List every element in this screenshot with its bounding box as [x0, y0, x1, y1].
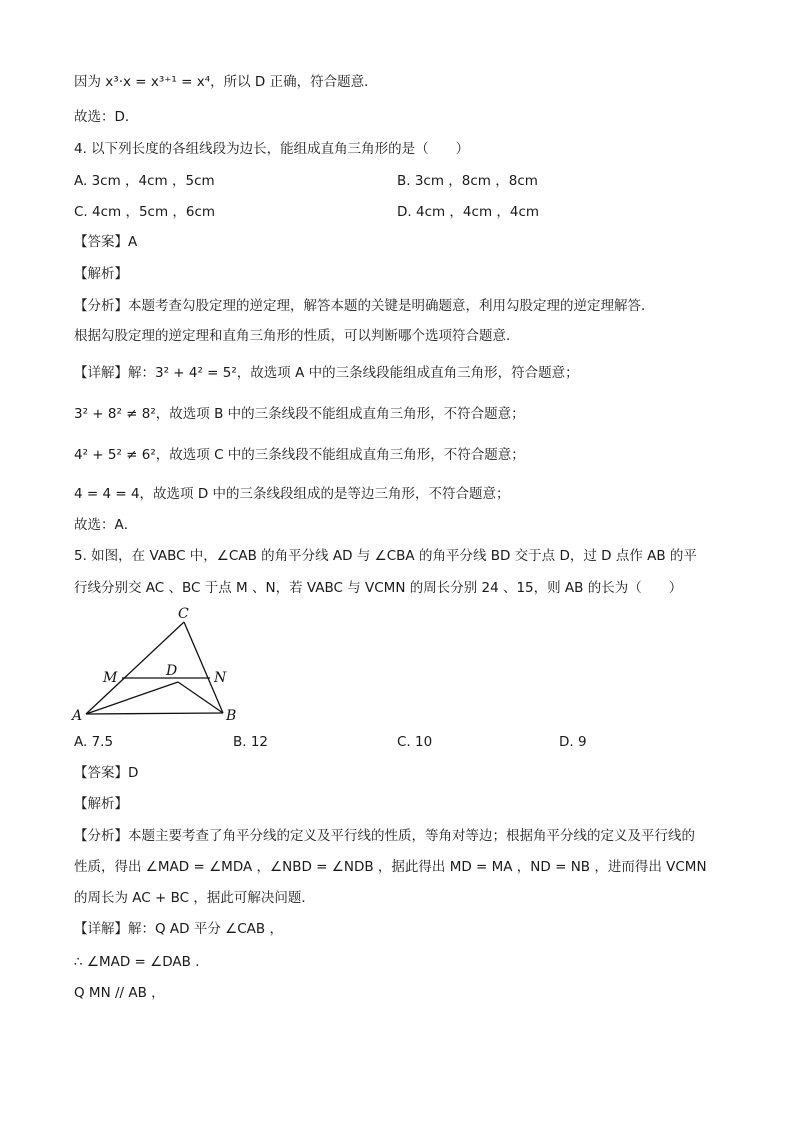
segment-ad [86, 682, 178, 714]
q5-detail-2: ∴ ∠MAD = ∠DAB ． [74, 954, 209, 970]
q4-option-b: B. 3cm ，8cm ，8cm [397, 173, 538, 189]
label-d: D [166, 663, 178, 679]
q5-analysis-head: 【解析】 [74, 796, 128, 812]
label-c: C [178, 606, 189, 622]
q5-detail-1: 【详解】解：Q AD 平分 ∠CAB ， [74, 921, 283, 937]
q4-analysis-2: 根据勾股定理的逆定理和直角三角形的性质，可以判断哪个选项符合题意． [74, 328, 520, 344]
q5-answer: 【答案】D [74, 765, 139, 781]
q5-option-b: B. 12 [233, 734, 269, 750]
q5-analysis-3: 的周长为 AC + BC ，据此可解决问题． [74, 890, 315, 906]
label-a: A [72, 708, 83, 724]
text-line-1: 因为 x³·x = x³⁺¹ = x⁴，所以 D 正确，符合题意． [74, 74, 378, 90]
q4-analysis-1: 【分析】本题考查勾股定理的逆定理，解答本题的关键是明确题意，利用勾股定理的逆定理解答． [74, 298, 655, 314]
q5-analysis-1: 【分析】本题主要考查了角平分线的定义及平行线的性质，等角对等边；根据角平分线的定义及平行线的 [74, 828, 695, 844]
q4-detail-4: 4 = 4 = 4，故选项 D 中的三条线段组成的是等边三角形，不符合题意； [74, 486, 510, 502]
q5-option-c: C. 10 [397, 734, 433, 750]
q4-detail-3: 4² + 5² ≠ 6²，故选项 C 中的三条线段不能组成直角三角形，不符合题意； [74, 447, 525, 463]
label-m: M [103, 670, 118, 686]
q4-option-d: D. 4cm ，4cm ，4cm [397, 204, 540, 220]
q4-detail-1: 【详解】解：3² + 4² = 5²，故选项 A 中的三条线段能组成直角三角形，符合题意； [74, 365, 579, 381]
q5-stem-1: 5. 如图，在 VABC 中，∠CAB 的角平分线 AD 与 ∠CBA 的角平分线 BD 交于点 D，过 D 点作 AB 的平 [74, 548, 697, 564]
text-line-2: 故选：D． [74, 109, 139, 125]
q4-option-c: C. 4cm ，5cm ，6cm [74, 204, 216, 220]
q5-option-a: A. 7.5 [74, 734, 114, 750]
label-n: N [214, 670, 227, 686]
q5-detail-3: Q MN // AB ， [74, 985, 165, 1001]
label-b: B [226, 708, 237, 724]
q4-analysis-head: 【解析】 [74, 266, 128, 282]
q4-option-a: A. 3cm ，4cm ，5cm [74, 173, 215, 189]
q5-triangle-figure [70, 600, 250, 725]
q5-stem-2: 行线分别交 AC 、BC 于点 M 、N，若 VABC 与 VCMN 的周长分别 24 、15，则 AB 的长为（ ） [74, 580, 683, 596]
q4-detail-2: 3² + 8² ≠ 8²，故选项 B 中的三条线段不能组成直角三角形，不符合题意； [74, 406, 525, 422]
q4-stem: 4. 以下列长度的各组线段为边长，能组成直角三角形的是（ ） [74, 141, 470, 157]
q4-choose: 故选：A． [74, 517, 138, 533]
q5-option-d: D. 9 [559, 734, 587, 750]
segment-ab [86, 713, 223, 714]
q4-answer: 【答案】A [74, 234, 138, 250]
q5-analysis-2: 性质，得出 ∠MAD = ∠MDA ，∠NBD = ∠NDB ，据此得出 MD = MA ，ND = NB ，进而得出 VCMN [74, 859, 707, 875]
